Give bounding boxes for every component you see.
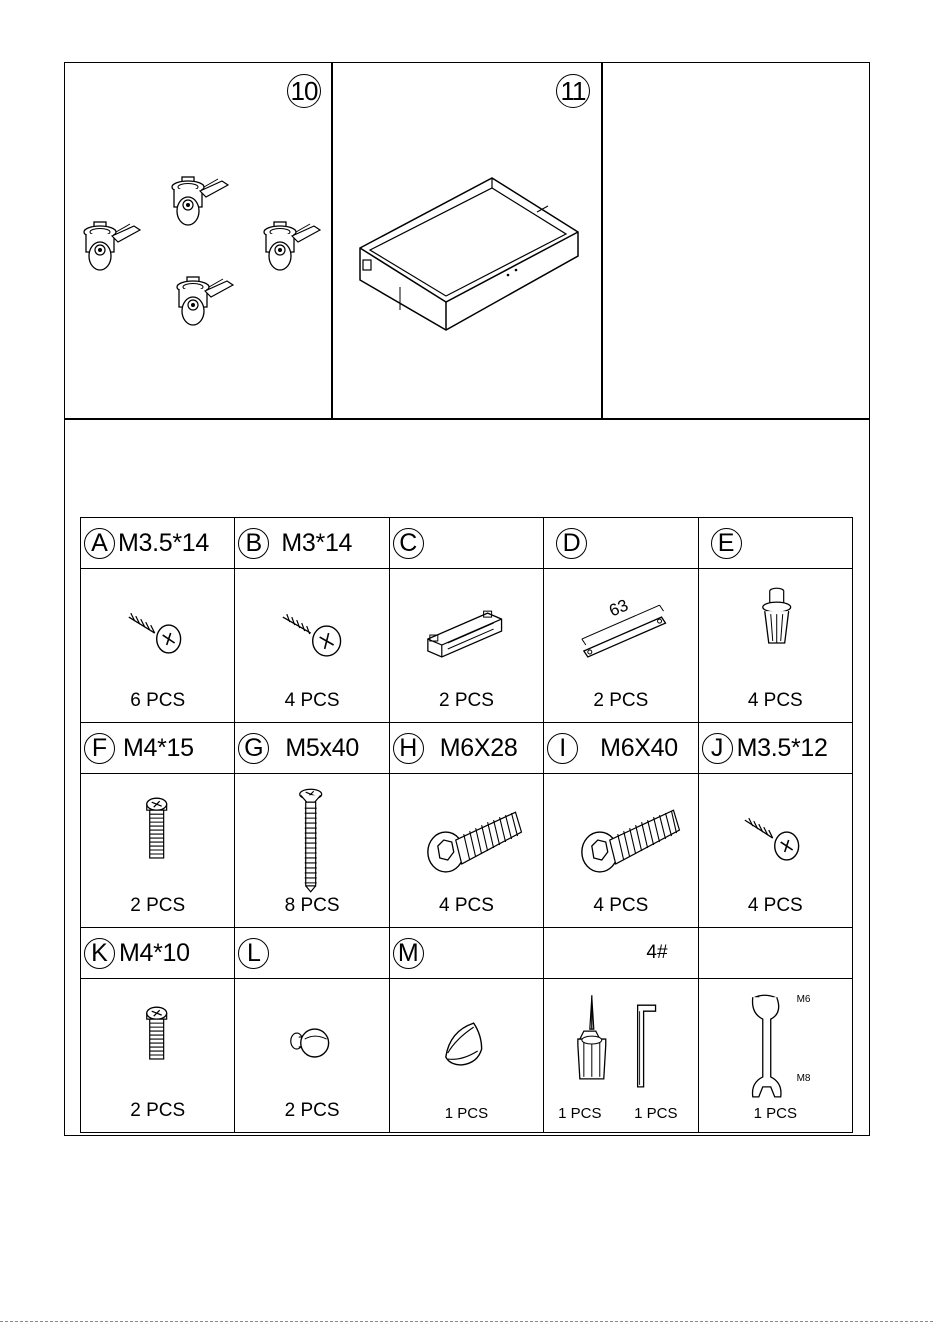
wrench-label-bottom: M8 xyxy=(796,1073,811,1084)
part-f-cell xyxy=(81,774,235,928)
part-h-cell xyxy=(389,774,543,928)
casters-illustration xyxy=(70,150,330,350)
screwdriver-header xyxy=(544,928,698,979)
part-c-cell xyxy=(389,569,543,723)
part-d-cell xyxy=(544,569,698,723)
part-g-header: G M5x40 xyxy=(235,723,389,774)
part-a-cell xyxy=(81,569,235,723)
divider-steps-parts xyxy=(64,418,870,420)
part-b-quantity: 4 PCS xyxy=(284,690,340,711)
part-d-quantity: 2 PCS xyxy=(593,690,649,711)
parts-list-table xyxy=(80,517,853,1133)
part-g-cell xyxy=(235,774,389,928)
part-e-header: E xyxy=(698,518,852,569)
part-i-cell xyxy=(544,774,698,928)
part-i-header: I M6X40 xyxy=(544,723,698,774)
part-l-cell xyxy=(235,979,389,1133)
part-f-header: F M4*15 xyxy=(81,723,235,774)
divider-step11-empty xyxy=(601,62,603,419)
wrench-label-top: M6 xyxy=(796,994,811,1005)
part-a-header: A M3.5*14 xyxy=(81,518,235,569)
part-k-quantity: 2 PCS xyxy=(130,1100,186,1121)
divider-step10-step11 xyxy=(331,62,333,419)
part-k-header: K M4*10 xyxy=(81,928,235,979)
dimension-label: 63 xyxy=(606,595,632,621)
part-e-cell xyxy=(698,569,852,723)
drawer-illustration xyxy=(350,170,590,340)
part-f-quantity: 2 PCS xyxy=(130,895,186,916)
part-j-quantity: 4 PCS xyxy=(747,895,803,916)
part-m-cell xyxy=(389,979,543,1133)
part-m-header: M xyxy=(389,928,543,979)
part-l-header: L xyxy=(235,928,389,979)
part-h-header: H M6X28 xyxy=(389,723,543,774)
wrench-header xyxy=(698,928,852,979)
tools-cell xyxy=(544,979,698,1133)
page-bottom-edge xyxy=(0,1321,933,1322)
part-b-header: B M3*14 xyxy=(235,518,389,569)
part-c-quantity: 2 PCS xyxy=(439,690,494,711)
wrench-cell xyxy=(698,979,852,1133)
part-d-header: D xyxy=(544,518,698,569)
part-l-quantity: 2 PCS xyxy=(284,1100,340,1121)
part-e-quantity: 4 PCS xyxy=(747,690,803,711)
part-i-quantity: 4 PCS xyxy=(593,895,649,916)
part-j-cell xyxy=(698,774,852,928)
part-k-cell xyxy=(81,979,235,1133)
part-c-header: C xyxy=(389,518,543,569)
screwdriver-size: 4# xyxy=(646,942,668,963)
part-m-quantity: 1 PCS xyxy=(444,1105,489,1122)
hex-key-quantity: 1 PCS xyxy=(634,1105,678,1122)
wrench-quantity: 1 PCS xyxy=(753,1105,797,1122)
part-h-quantity: 4 PCS xyxy=(439,895,494,916)
part-a-quantity: 6 PCS xyxy=(130,690,186,711)
screwdriver-quantity: 1 PCS xyxy=(558,1105,602,1122)
part-g-quantity: 8 PCS xyxy=(284,895,340,916)
part-j-header: J M3.5*12 xyxy=(698,723,852,774)
part-b-cell xyxy=(235,569,389,723)
